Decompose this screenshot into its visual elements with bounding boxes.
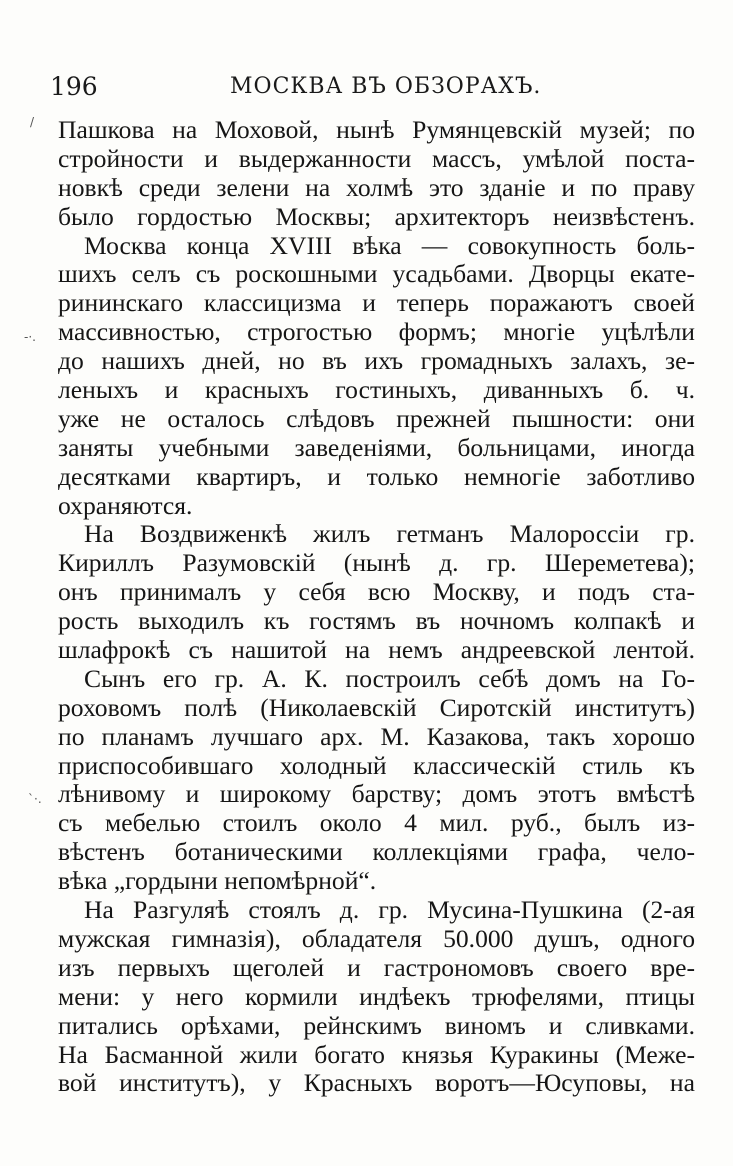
paragraph [58,232,695,521]
text-line: массивностью, строгостью формъ; многіе уцѣлѣли [58,318,695,347]
text-line: На Басманной жили богато князья Куракины (Меже- [58,1040,695,1069]
text-line: Москва конца XVIII вѣка — совокупность боль- [84,231,695,260]
text-line: новкѣ среди зелени на холмѣ это зданіе и по праву [58,173,695,202]
text-line: по планамъ лучшаго арх. М. Казакова, такъ хорошо [58,722,695,751]
text-line: мужская гимназія), обладателя 50.000 душъ, одного [58,924,695,953]
margin-mark: -·. [24,330,36,344]
text-line: вой институтъ), у Красныхъ воротъ—Юсуповы, на [58,1069,695,1098]
text-line: онъ принималъ у себя всю Москву, и подъ ста- [58,578,695,607]
text-line: рининскаго классицизма и теперь поражаютъ своей [58,289,695,318]
text-line: питались орѣхами, рейнскимъ виномъ и сливками. [58,1011,695,1040]
page-header [50,72,700,108]
text-line: мени: у него кормили индѣекъ трюфелями, птицы [58,982,695,1011]
text-line: съ мебелью стоилъ около 4 мил. руб., былъ из- [58,809,695,838]
text-line: На Разгуляѣ стоялъ д. гр. Мусина-Пушкина (2-ая [84,896,695,925]
page-number: 196 [50,72,98,101]
paragraph [58,116,695,232]
text-line: стройности и выдержанности массъ, умѣлой поста- [58,144,695,173]
text-line: рость выходилъ къ гостямъ въ ночномъ колпакѣ и [58,607,695,636]
running-title: МОСКВА ВЪ ОБЗОРАХЪ. [230,74,542,99]
text-line: лѣнивому и широкому барству; домъ этотъ вмѣстѣ [58,780,695,809]
text-line: приспособившаго холодный классическій стиль къ [58,751,695,780]
text-line: роховомъ полѣ (Николаевскій Сиротскій институтъ) [58,693,695,722]
text-line: охраняются. [58,491,193,520]
paragraph [58,520,695,664]
text-line: заняты учебными заведеніями, больницами, иногда [58,433,695,462]
text-line: Пашкова на Моховой, нынѣ Румянцевскій музей; по [58,116,695,144]
paragraph [58,896,695,1098]
text-line: до нашихъ дней, но въ ихъ громадныхъ залахъ, зе- [58,347,695,376]
text-line: шихъ селъ съ роскошными усадьбами. Дворцы екате- [58,260,695,289]
paragraph [58,665,695,896]
text-line: уже не осталось слѣдовъ прежней пышности: они [58,404,695,433]
text-line: На Воздвиженкѣ жилъ гетманъ Малороссіи гр. [84,520,695,549]
text-line: было гордостью Москвы; архитекторъ неизвѣстенъ. [58,202,695,231]
text-line: шлафрокѣ съ нашитой на немъ андреевской лентой. [58,636,695,665]
text-line: вѣка „гордыни непомѣрной“. [58,867,377,896]
margin-mark: `·. [28,792,42,806]
text-line: Кириллъ Разумовскій (нынѣ д. гр. Шереметева); [58,549,695,578]
text-line: вѣстенъ ботаническими коллекціями графа, чело- [58,838,695,867]
text-line: Сынъ его гр. А. К. построилъ себѣ домъ на Го- [84,664,695,693]
margin-mark: / [30,115,35,129]
body-text [58,116,695,1098]
text-line: десятками квартиръ, и только немногіе заботливо [58,462,695,491]
text-line: леныхъ и красныхъ гостиныхъ, диванныхъ б. ч. [58,376,695,405]
text-line: изъ первыхъ щеголей и гастрономовъ своего вре- [58,953,695,982]
